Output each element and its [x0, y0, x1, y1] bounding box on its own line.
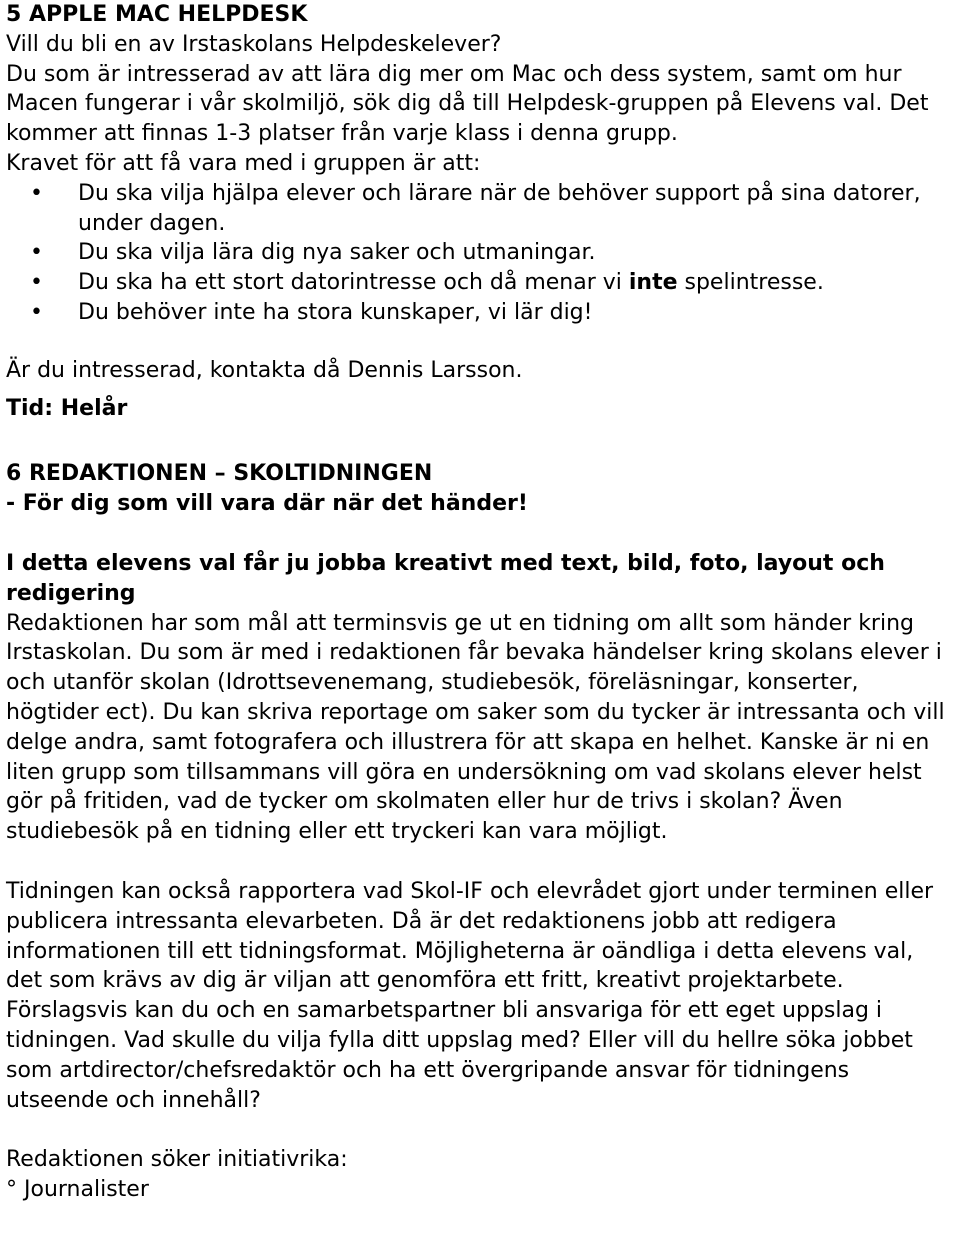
lead-text: Vill du bli en av Irstaskolans Helpdeskelever?	[6, 31, 502, 57]
section-redaktionen	[6, 459, 956, 1205]
time-label: Tid: Helår	[6, 395, 128, 421]
paragraph: Tidningen kan också rapportera vad Skol-IF och elevrådet gjort under terminen eller publicera intressanta elevarbeten. Då är det redaktionens jobb att redigera informationen till ett tidningsformat. Möjligheterna är oändliga i detta elevens val, det som krävs av dig är viljan att genomföra ett fritt, kreativt projektarbete. Förslagsvis kan du och en samarbetspartner bli ansvariga för ett eget uppslag i tidningen. Vad skulle du vilja fylla ditt uppslag med? Eller vill du hellre söka jobbet som artdirector/chefsredaktör och ha ett övergripande ansvar för tidningens utseende och innehåll?	[6, 878, 934, 1113]
contact-text: Är du intresserad, kontakta då Dennis Larsson.	[6, 357, 523, 383]
list-item: • Du ska vilja hjälpa elever och lärare när de behöver support på sina datorer, under dagen.	[30, 180, 921, 236]
seeking-text: Redaktionen söker initiativrika:	[6, 1147, 348, 1173]
emphasis-text: inte	[628, 270, 678, 296]
requirement-intro: Kravet för att få vara med i gruppen är att:	[6, 150, 481, 176]
list-item: ° Journalister	[6, 1177, 149, 1203]
list-item: • Du behöver inte ha stora kunskaper, vi lär dig!	[78, 298, 956, 328]
list-item: • Du ska ha ett stort datorintresse och då menar vi inte spelintresse.	[78, 268, 956, 298]
section-heading: I detta elevens val får ju jobba kreativt med text, bild, foto, layout och redigering	[6, 550, 885, 606]
requirement-list	[6, 179, 956, 328]
bullet-icon: •	[30, 180, 43, 206]
section-title: 6 REDAKTIONEN – SKOLTIDNINGEN	[6, 461, 433, 487]
section-title: 5 APPLE MAC HELPDESK	[6, 2, 308, 27]
bullet-icon: •	[30, 240, 43, 266]
paragraph: Redaktionen har som mål att terminsvis ge ut en tidning om allt som händer kring Irstaskolan. Du som är med i redaktionen får bevaka händelser kring skolans elever i och utanför skolan (Idrottsevenemang, studiebesök, föreläsningar, konserter, högtider ect). Du kan skriva reportage om saker som du tycker är intressanta och vill delge andra, samt fotografera och illustrera för att skapa en helhet. Kanske är ni en liten grupp som tillsammans vill göra en undersökning om vad skolans elever helst gör på fritiden, vad de tycker om skolmaten eller hur de trivs i skolan? Även studiebesök på en tidning eller ett tryckeri kan vara möjligt.	[6, 610, 945, 845]
list-item: • Du ska vilja lära dig nya saker och utmaningar.	[78, 238, 956, 268]
section-helpdesk	[6, 0, 956, 423]
intro-paragraph: Du som är intresserad av att lära dig mer om Mac och dess system, samt om hur Macen fungerar i vår skolmiljö, sök dig då till Helpdesk-gruppen på Elevens val. Det kommer att finnas 1-3 platser från varje klass i denna grupp.	[6, 61, 929, 147]
section-subtitle: - För dig som vill vara där när det händer!	[6, 491, 528, 517]
bullet-icon: •	[30, 299, 43, 325]
bullet-icon: •	[30, 270, 43, 296]
